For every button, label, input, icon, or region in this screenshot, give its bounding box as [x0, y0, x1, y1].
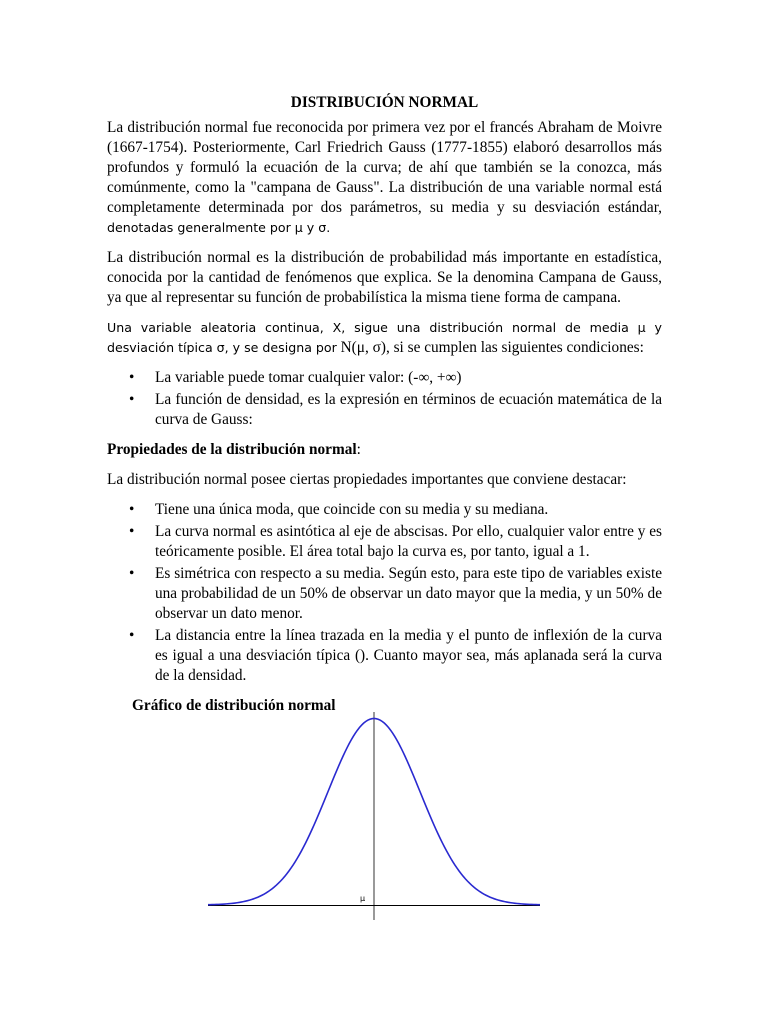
properties-list	[107, 500, 662, 686]
paragraph-definition-text: Una variable aleatoria continua, X, sigue una distribución normal de media μ y desviación típica σ, y se designa por	[107, 320, 662, 355]
bullet-icon: •	[129, 565, 135, 582]
paragraph-history-text: La distribución normal fue reconocida por primera vez por el francés Abraham de Moivre (1667-1754). Posteriormente, Carl Friedrich Gauss (1777-1855) elaboró desarrollos más profundos y formuló la ecuación de la curva; de ahí que también se la conozca, más comúnmente, como la "campana de Gauss". La distribución de una variable normal está completamente determinada por dos parámetros, su media y su desviación estándar,	[107, 119, 662, 216]
bullet-icon: •	[129, 501, 135, 518]
paragraph-definition	[107, 318, 662, 358]
document-title: DISTRIBUCIÓN NORMAL	[290, 94, 479, 111]
document-body	[107, 93, 662, 716]
list-item-text: La función de densidad, es la expresión en términos de ecuación matemática de la curva de Gauss:	[155, 391, 662, 428]
chart-title: Gráfico de distribución normal	[132, 697, 336, 714]
list-item	[107, 564, 662, 624]
list-item-text: La variable puede tomar cualquier valor: (-∞, +∞)	[155, 369, 462, 386]
paragraph-history	[107, 118, 662, 238]
bullet-icon: •	[129, 627, 135, 644]
properties-intro: La distribución normal posee ciertas propiedades importantes que conviene destacar:	[107, 471, 627, 488]
list-item-text: Tiene una única moda, que coincide con su media y su mediana.	[155, 501, 549, 518]
list-item	[107, 522, 662, 562]
paragraph-history-params: denotadas generalmente por μ y σ.	[107, 220, 331, 235]
list-item-text: Es simétrica con respecto a su media. Según esto, para este tipo de variables existe una probabilidad de un 50% de observar un dato mayor que la media, y un 50% de observar un dato menor.	[155, 565, 662, 622]
bullet-icon: •	[129, 391, 135, 408]
properties-heading	[107, 440, 662, 460]
list-item-text: La distancia entre la línea trazada en la media y el punto de inflexión de la curva es igual a una desviación típica (). Cuanto mayor sea, más aplanada será la curva de la densidad.	[155, 627, 662, 684]
properties-heading-text: Propiedades de la distribución normal	[107, 441, 357, 458]
normal-distribution-chart	[200, 712, 548, 924]
list-item	[107, 368, 662, 388]
bullet-icon: •	[129, 369, 135, 386]
list-item	[107, 626, 662, 686]
list-item-text: La curva normal es asintótica al eje de abscisas. Por ello, cualquier valor entre y es teóricamente posible. El área total bajo la curva es, por tanto, igual a 1.	[155, 523, 662, 560]
paragraph-definition-notation: N(μ, σ), si se cumplen las siguientes condiciones:	[340, 339, 644, 356]
properties-heading-colon: :	[356, 441, 361, 458]
conditions-list	[107, 368, 662, 430]
paragraph-importance: La distribución normal es la distribución de probabilidad más importante en estadística, conocida por la cantidad de fenómenos que explica. Se la denomina Campana de Gauss, ya que al representar su función de probabilística la misma tiene forma de campana.	[107, 249, 662, 306]
bullet-icon: •	[129, 523, 135, 540]
list-item	[107, 500, 662, 520]
mean-label: μ	[360, 894, 366, 903]
list-item	[107, 390, 662, 430]
